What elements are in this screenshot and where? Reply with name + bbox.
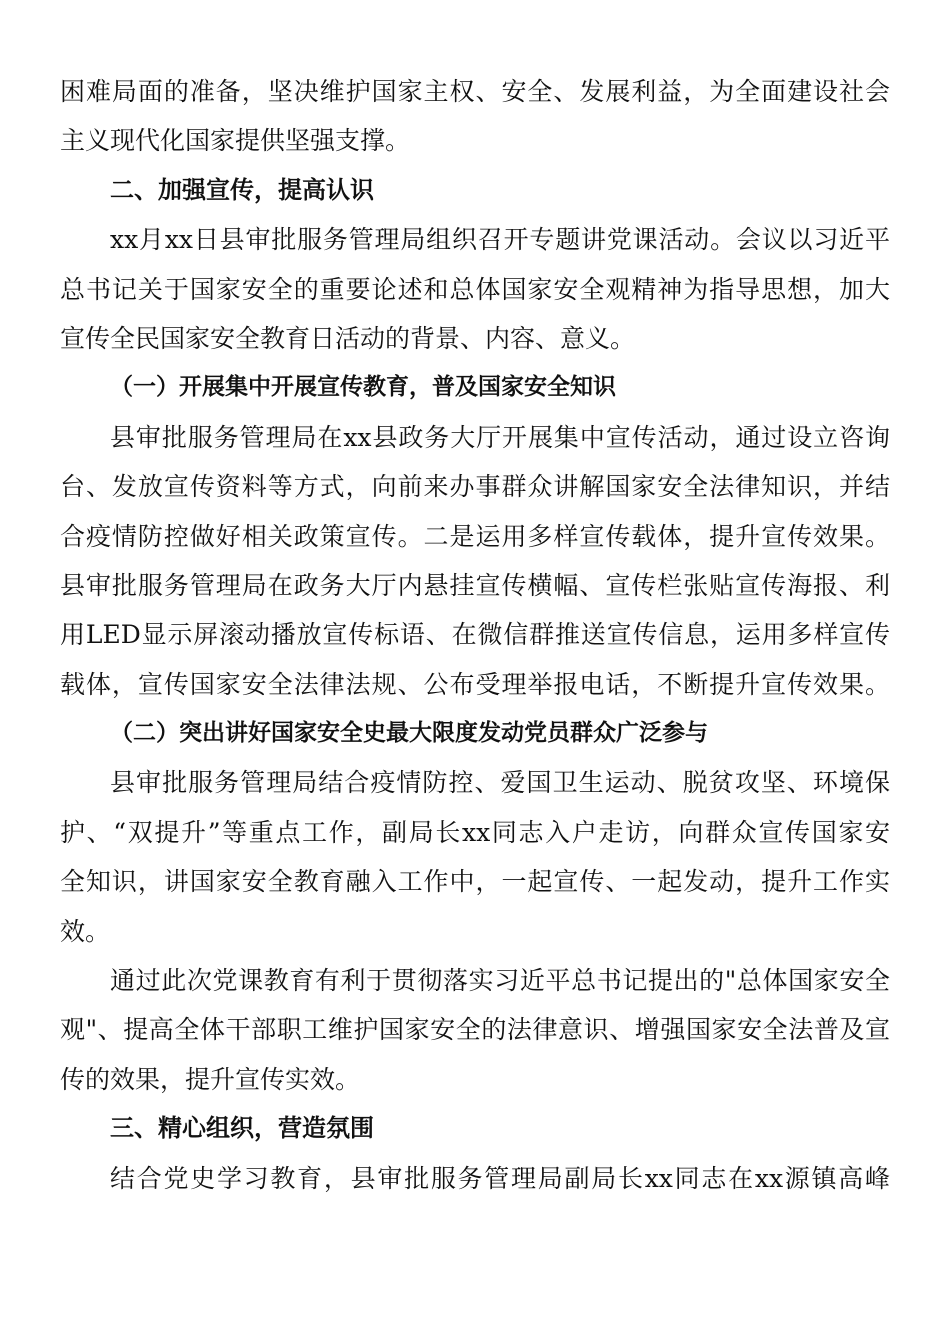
text-line: 主义现代化国家提供坚强支撑。 <box>60 126 411 156</box>
section-heading: 二、加强宣传，提高认识 <box>110 175 374 204</box>
text-line: 传的效果，提升宣传实效。 <box>60 1064 361 1094</box>
text-line: xx月xx日县审批服务管理局组织召开专题讲党课活动。会议以习近平 <box>110 225 890 255</box>
text-line: 总书记关于国家安全的重要论述和总体国家安全观精神为指导思想，加大 <box>60 274 890 304</box>
section-heading: 三、精心组织，营造氛围 <box>110 1114 374 1143</box>
subsection-heading: （一）开展集中开展宣传教育，普及国家安全知识 <box>110 374 616 401</box>
text-line: 台、发放宣传资料等方式，向前来办事群众讲解国家安全法律知识，并结 <box>60 472 890 502</box>
text-line: 护、“双提升”等重点工作，副局长xx同志入户走访，向群众宣传国家安 <box>60 817 890 847</box>
text-line: 效。 <box>60 916 111 946</box>
text-line: 县审批服务管理局结合疫情防控、爱国卫生运动、脱贫攻坚、环境保 <box>110 768 890 798</box>
document-page <box>60 67 890 1203</box>
text-line: 观"、提高全体干部职工维护国家安全的法律意识、增强国家安全法普及宣 <box>60 1015 890 1045</box>
text-line: 县审批服务管理局在xx县政务大厅开展集中宣传活动，通过设立咨询 <box>110 422 890 452</box>
text-line: 宣传全民国家安全教育日活动的背景、内容、意义。 <box>60 323 636 353</box>
text-line: 载体，宣传国家安全法律法规、公布受理举报电话，不断提升宣传效果。 <box>60 669 890 699</box>
text-line: 县审批服务管理局在政务大厅内悬挂宣传横幅、宣传栏张贴宣传海报、利 <box>60 570 890 600</box>
subsection-heading: （二）突出讲好国家安全史最大限度发动党员群众广泛参与 <box>110 720 708 747</box>
text-line: 通过此次党课教育有利于贯彻落实习近平总书记提出的"总体国家安全 <box>110 966 890 996</box>
text-line: 困难局面的准备，坚决维护国家主权、安全、发展利益，为全面建设社会 <box>60 77 890 106</box>
text-line: 用LED显示屏滚动播放宣传标语、在微信群推送宣传信息，运用多样宣传 <box>60 620 890 650</box>
text-line: 合疫情防控做好相关政策宣传。二是运用多样宣传载体，提升宣传效果。 <box>60 521 890 551</box>
text-line: 全知识，讲国家安全教育融入工作中，一起宣传、一起发动，提升工作实 <box>60 867 890 897</box>
text-line: 结合党史学习教育，县审批服务管理局副局长xx同志在xx源镇高峰 <box>110 1163 890 1193</box>
